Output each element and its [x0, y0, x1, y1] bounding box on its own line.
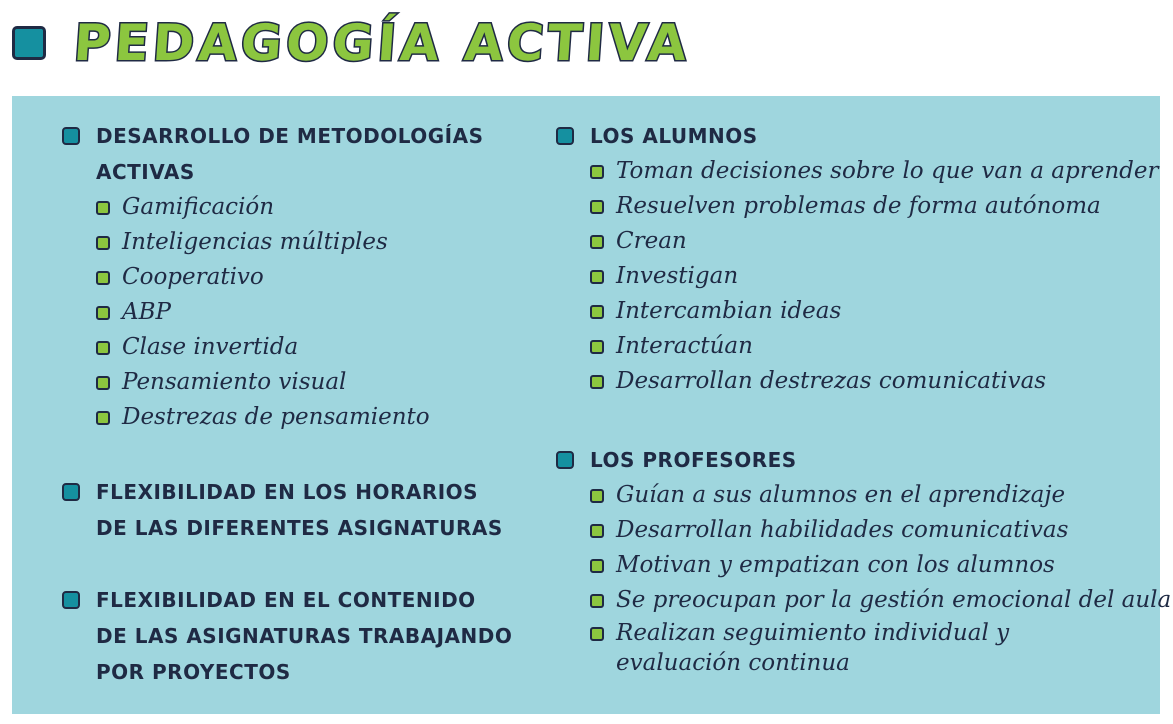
- square-bullet-icon: [96, 341, 110, 355]
- square-bullet-icon: [590, 524, 604, 538]
- list-item: Pensamiento visual: [96, 365, 532, 400]
- list-item: Desarrollan destrezas comunicativas: [590, 364, 1146, 399]
- square-bullet-icon: [556, 127, 574, 145]
- square-bullet-icon: [96, 376, 110, 390]
- list-item: ABP: [96, 295, 532, 330]
- square-bullet-icon: [96, 236, 110, 250]
- square-bullet-icon: [590, 340, 604, 354]
- section-heading: DESARROLLO DE METODOLOGÍAS ACTIVAS: [62, 118, 532, 190]
- square-bullet-icon: [590, 165, 604, 179]
- list-item: Inteligencias múltiples: [96, 225, 532, 260]
- section-metodologias: [62, 118, 532, 435]
- section-heading: LOS PROFESORES: [556, 442, 1146, 478]
- square-bullet-icon: [590, 594, 604, 608]
- list-item: Realizan seguimiento individual y evaluación continua: [590, 618, 1116, 678]
- square-bullet-icon: [96, 201, 110, 215]
- section-contenido: [62, 582, 532, 690]
- list-item: Destrezas de pensamiento: [96, 400, 532, 435]
- students-list: [590, 154, 1159, 399]
- list-item: Cooperativo: [96, 260, 532, 295]
- square-bullet-icon: [62, 483, 80, 501]
- square-bullet-icon: [96, 271, 110, 285]
- square-bullet-icon: [96, 411, 110, 425]
- page-title: PEDAGOGÍA ACTIVA: [71, 14, 693, 72]
- list-item: Investigan: [590, 259, 1146, 294]
- list-item: Crean: [590, 224, 1146, 259]
- square-bullet-icon: [590, 627, 604, 641]
- list-item: Resuelven problemas de forma autónoma: [590, 189, 1146, 224]
- list-item: Clase invertida: [96, 330, 532, 365]
- list-item: Desarrollan habilidades comunicativas: [590, 513, 1146, 548]
- teachers-list: [590, 478, 1172, 678]
- content-panel: [12, 96, 1172, 714]
- square-bullet-icon: [590, 235, 604, 249]
- square-bullet-icon: [590, 489, 604, 503]
- list-item: Intercambian ideas: [590, 294, 1146, 329]
- square-bullet-icon: [556, 451, 574, 469]
- square-bullet-icon: [590, 200, 604, 214]
- square-bullet-icon: [590, 559, 604, 573]
- section-alumnos: [556, 118, 1159, 399]
- square-bullet-icon: [62, 127, 80, 145]
- title-square-icon: [12, 26, 46, 60]
- section-heading: FLEXIBILIDAD EN LOS HORARIOS DE LAS DIFERENTES ASIGNATURAS: [62, 474, 532, 546]
- section-heading: LOS ALUMNOS: [556, 118, 1146, 154]
- methodology-list: [96, 190, 532, 435]
- section-heading: FLEXIBILIDAD EN EL CONTENIDO DE LAS ASIGNATURAS TRABAJANDO POR PROYECTOS: [62, 582, 532, 690]
- title-row: [12, 14, 693, 72]
- square-bullet-icon: [62, 591, 80, 609]
- section-horarios: [62, 474, 532, 546]
- square-bullet-icon: [590, 270, 604, 284]
- square-bullet-icon: [590, 375, 604, 389]
- list-item: Toman decisiones sobre lo que van a aprender: [590, 154, 1146, 189]
- list-item: Gamificación: [96, 190, 532, 225]
- square-bullet-icon: [96, 306, 110, 320]
- list-item: Guían a sus alumnos en el aprendizaje: [590, 478, 1146, 513]
- list-item: Motivan y empatizan con los alumnos: [590, 548, 1146, 583]
- square-bullet-icon: [590, 305, 604, 319]
- list-item: Se preocupan por la gestión emocional del aula: [590, 583, 1146, 618]
- list-item: Interactúan: [590, 329, 1146, 364]
- section-profesores: [556, 442, 1172, 678]
